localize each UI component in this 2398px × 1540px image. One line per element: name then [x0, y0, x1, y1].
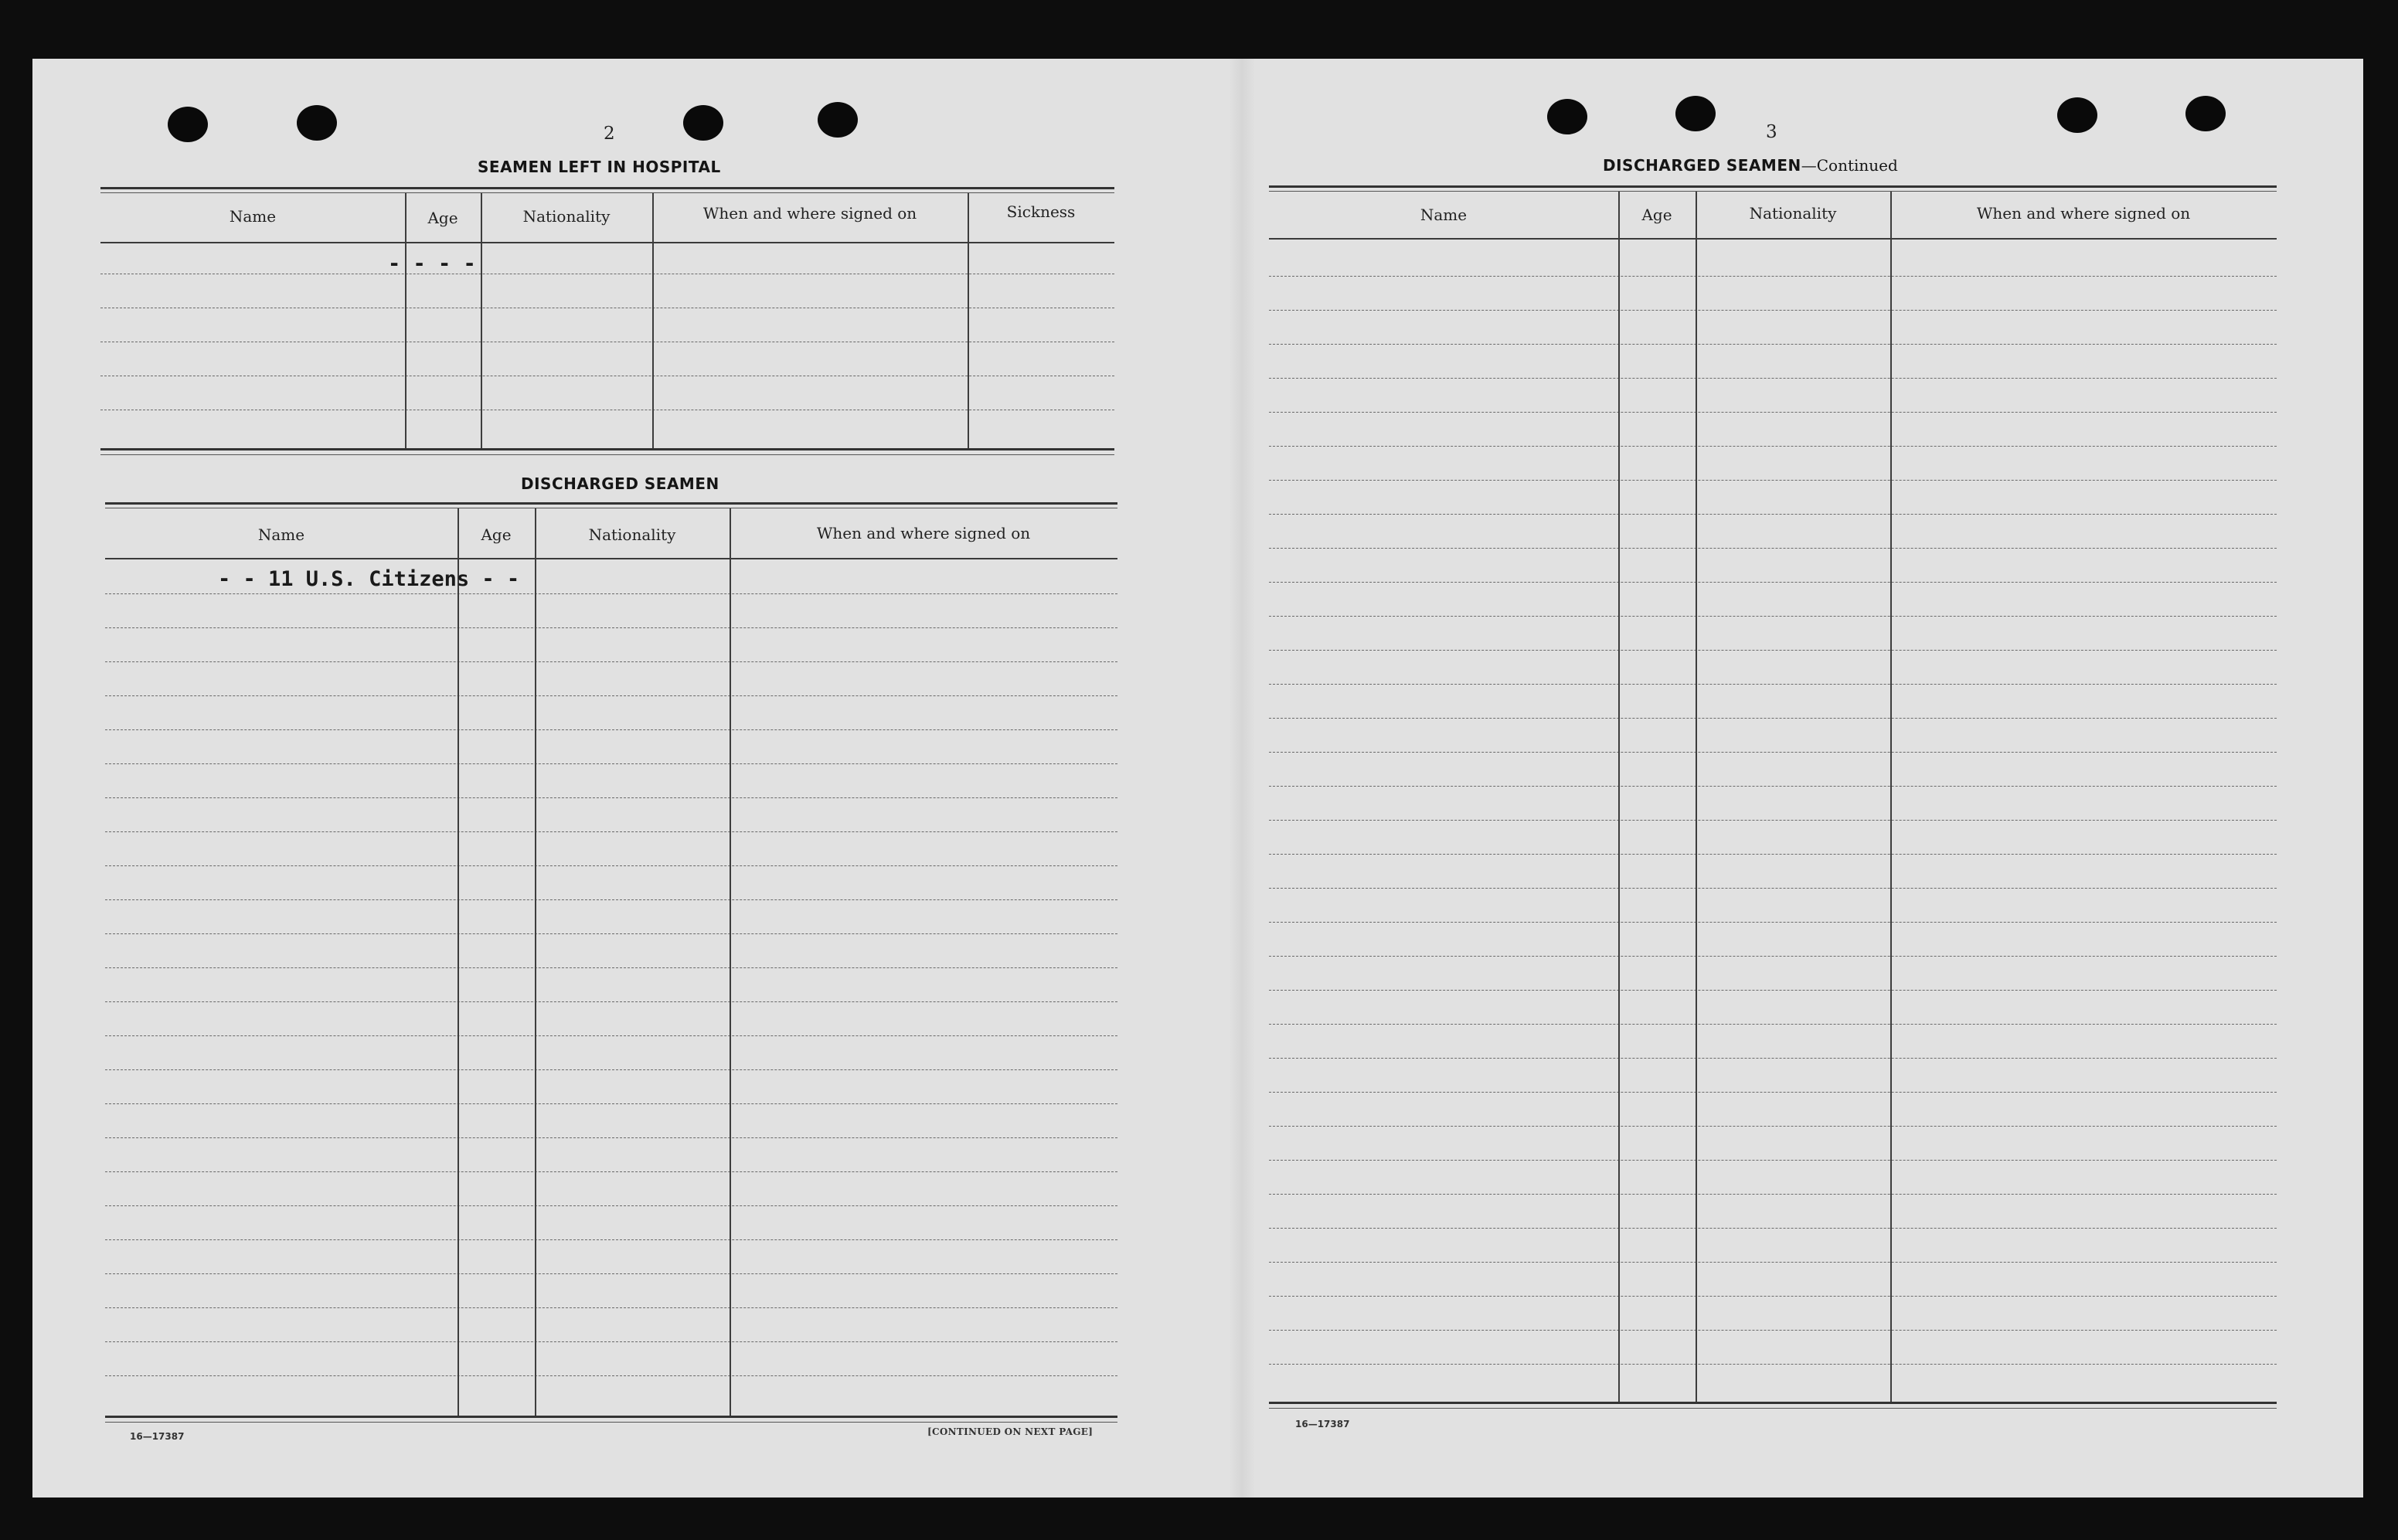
discharged-continued-title [1603, 156, 1898, 175]
page-number-right: 3 [1766, 122, 1777, 142]
section-title-main: DISCHARGED SEAMEN [1603, 156, 1801, 175]
column-header-signed-on: When and where signed on [1976, 204, 2191, 223]
discharged-table-left [105, 502, 1117, 1426]
hospital-section-title: SEAMEN LEFT IN HOSPITAL [478, 158, 721, 176]
column-header-name: Name [257, 525, 305, 544]
column-header-signed-on: When and where signed on [816, 524, 1031, 542]
column-header-name: Name [1420, 206, 1468, 224]
column-header-age: Age [1641, 206, 1672, 224]
column-header-sickness: Sickness [1006, 202, 1076, 221]
form-number-right: 16—17387 [1295, 1419, 1350, 1430]
typed-entry-us-citizens: - - 11 U.S. Citizens - - [218, 567, 520, 591]
punch-hole [2185, 96, 2226, 131]
discharged-section-title: DISCHARGED SEAMEN [521, 474, 719, 493]
punch-hole [1675, 96, 1716, 131]
page-number-left: 2 [604, 124, 615, 144]
typed-dashes: - - - - [388, 252, 476, 276]
continued-note: [CONTINUED ON NEXT PAGE] [927, 1426, 1094, 1437]
punch-hole [297, 105, 337, 141]
hospital-table [100, 187, 1114, 457]
column-header-nationality: Nationality [588, 525, 676, 544]
form-number-left: 16—17387 [130, 1431, 185, 1442]
punch-hole [2057, 97, 2097, 133]
discharged-table-right [1269, 185, 2277, 1411]
column-header-signed-on: When and where signed on [702, 204, 917, 223]
punch-hole [818, 102, 858, 138]
column-header-age: Age [427, 209, 458, 227]
column-header-nationality: Nationality [1749, 204, 1837, 223]
punch-hole [683, 105, 723, 141]
section-title-continued: —Continued [1801, 156, 1898, 175]
punch-hole [1547, 99, 1587, 134]
page-fold [1229, 59, 1255, 1498]
column-header-name: Name [229, 207, 277, 226]
column-header-nationality: Nationality [522, 207, 611, 226]
punch-hole [168, 107, 208, 142]
column-header-age: Age [481, 525, 512, 544]
